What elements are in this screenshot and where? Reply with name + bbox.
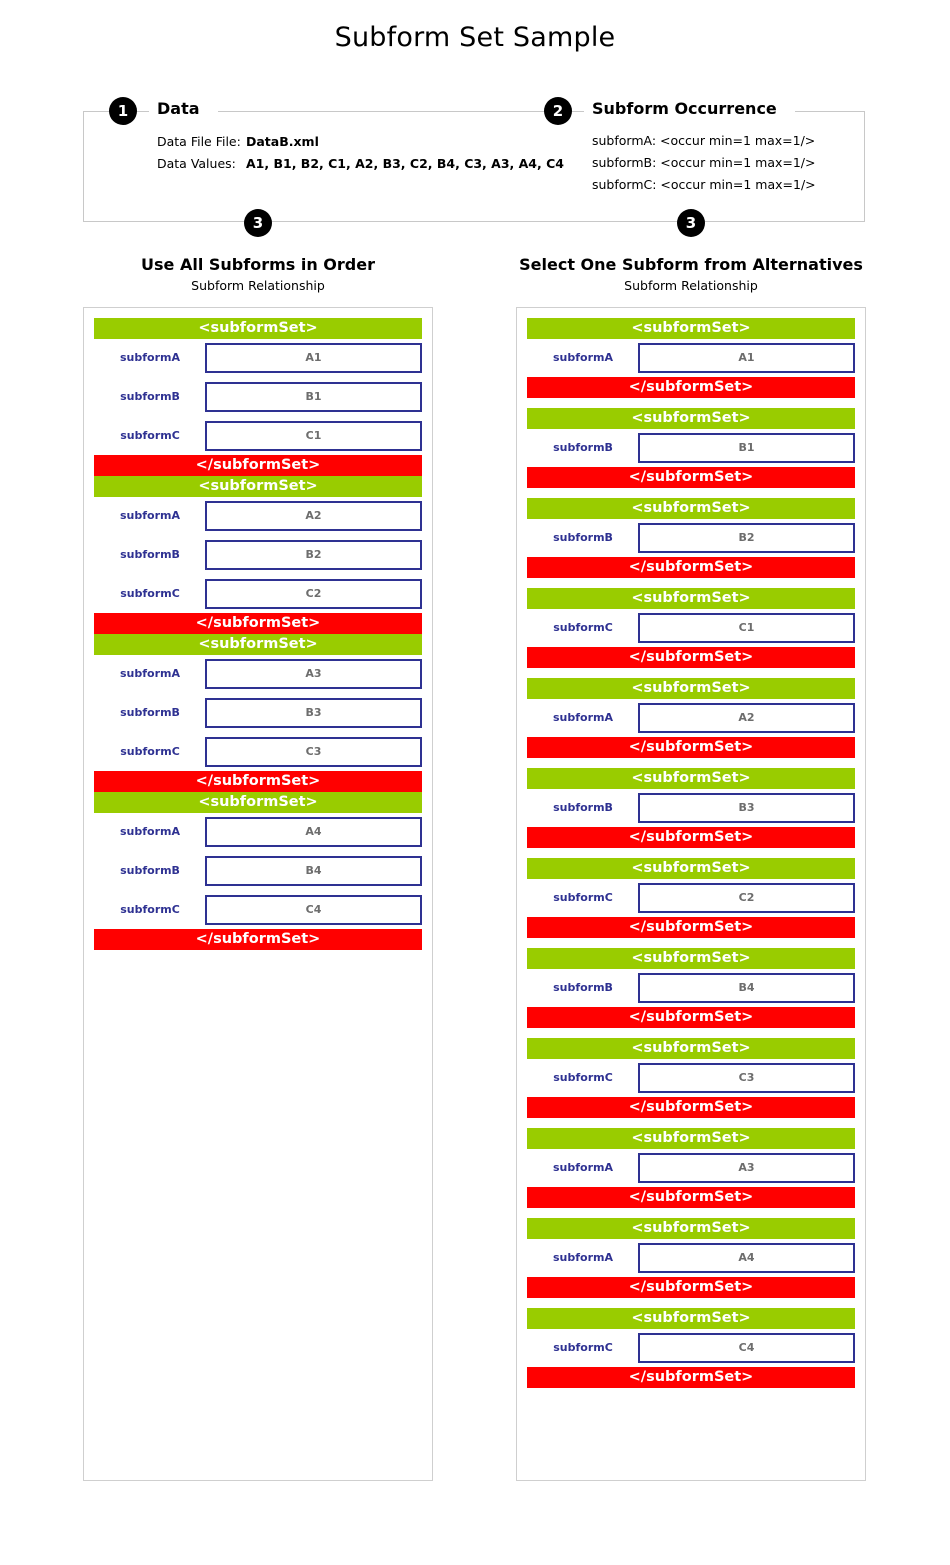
subformset-close-tag: </subformSet> [527,917,855,938]
subform-set-group [527,1308,855,1388]
subform-value-field: C3 [205,737,422,767]
subformset-close-tag: </subformSet> [527,1187,855,1208]
subformset-close-tag: </subformSet> [94,455,422,476]
right-column-title: Select One Subform from Alternatives [519,255,863,274]
subform-set-group [527,768,855,848]
subform-value-field: C1 [638,613,855,643]
step-badge-data: 1 [109,97,137,125]
subform-name-label: subformC [553,1071,613,1084]
subform-row [527,703,855,737]
subformset-open-tag: <subformSet> [527,1128,855,1149]
occurrence-heading: Subform Occurrence [584,99,795,119]
subform-value-field: C4 [638,1333,855,1363]
data-values-line [157,156,564,172]
subform-name-label: subformB [553,441,613,454]
subform-value-field: A1 [638,343,855,373]
subform-value-field: A4 [205,817,422,847]
subform-row [527,1333,855,1367]
subform-set-group [527,408,855,488]
subform-value-field: C2 [638,883,855,913]
data-file-line [157,134,319,150]
occurrence-line-b: subformB: <occur min=1 max=1/> [592,155,816,170]
subform-row [94,579,422,613]
subform-row [94,895,422,929]
subform-row [94,540,422,579]
step-badge-right: 3 [677,209,705,237]
subform-set-group [527,948,855,1028]
subform-value-field: A3 [205,659,422,689]
left-column-subtitle: Subform Relationship [191,278,325,293]
subformset-open-tag: <subformSet> [527,1218,855,1239]
subform-name-label: subformA [553,1251,613,1264]
subform-set-group [527,858,855,938]
subformset-open-tag: <subformSet> [94,634,422,655]
subformset-close-tag: </subformSet> [527,377,855,398]
subform-value-field: B2 [638,523,855,553]
subform-value-field: B2 [205,540,422,570]
data-heading: Data [149,99,218,119]
subform-row [94,698,422,737]
subform-name-label: subformB [120,706,180,719]
subform-value-field: C2 [205,579,422,609]
data-file-label: Data File File: [157,134,241,149]
subformset-open-tag: <subformSet> [94,792,422,813]
occurrence-line-a: subformA: <occur min=1 max=1/> [592,133,816,148]
subform-value-field: B1 [205,382,422,412]
subform-value-field: A4 [638,1243,855,1273]
subform-value-field: A2 [638,703,855,733]
subform-set-group [94,634,422,792]
data-values-value: A1, B1, B2, C1, A2, B3, C2, B4, C3, A3, A4, C4 [246,156,564,171]
right-panel [516,307,866,1481]
subform-row [94,659,422,698]
subform-name-label: subformB [553,531,613,544]
subformset-close-tag: </subformSet> [94,929,422,950]
subformset-open-tag: <subformSet> [527,498,855,519]
subform-name-label: subformA [553,351,613,364]
subformset-open-tag: <subformSet> [527,678,855,699]
subformset-open-tag: <subformSet> [94,476,422,497]
subform-name-label: subformA [553,1161,613,1174]
subform-set-group [527,678,855,758]
subformset-open-tag: <subformSet> [527,858,855,879]
subform-row [527,613,855,647]
step-badge-left: 3 [244,209,272,237]
subform-set-group [527,1128,855,1208]
subform-value-field: B4 [638,973,855,1003]
subform-row [527,523,855,557]
subformset-close-tag: </subformSet> [527,827,855,848]
subformset-close-tag: </subformSet> [527,737,855,758]
subform-name-label: subformC [553,621,613,634]
subform-row [94,817,422,856]
subformset-open-tag: <subformSet> [527,408,855,429]
subform-set-group [527,318,855,398]
subform-name-label: subformA [120,509,180,522]
left-panel [83,307,433,1481]
data-file-value: DataB.xml [246,134,319,149]
subform-value-field: C3 [638,1063,855,1093]
occurrence-line-c: subformC: <occur min=1 max=1/> [592,177,816,192]
subform-name-label: subformC [120,429,180,442]
subform-name-label: subformA [120,351,180,364]
subform-row [94,737,422,771]
page-title: Subform Set Sample [334,22,616,53]
subformset-close-tag: </subformSet> [94,771,422,792]
subform-name-label: subformA [120,667,180,680]
subform-name-label: subformA [553,711,613,724]
subformset-open-tag: <subformSet> [527,1038,855,1059]
subform-row [527,343,855,377]
subform-name-label: subformA [120,825,180,838]
subform-set-group [527,1218,855,1298]
subform-row [94,501,422,540]
subform-name-label: subformC [120,745,180,758]
subform-value-field: B3 [205,698,422,728]
subform-row [94,382,422,421]
subformset-open-tag: <subformSet> [527,768,855,789]
subform-value-field: A2 [205,501,422,531]
subform-name-label: subformB [120,390,180,403]
subform-set-group [527,498,855,578]
subformset-open-tag: <subformSet> [94,318,422,339]
subform-set-group [94,318,422,476]
left-column-title: Use All Subforms in Order [141,255,375,274]
subform-name-label: subformB [120,548,180,561]
subform-value-field: B1 [638,433,855,463]
subform-row [94,856,422,895]
subform-name-label: subformC [553,891,613,904]
data-values-label: Data Values: [157,156,236,171]
subformset-open-tag: <subformSet> [527,1308,855,1329]
subform-set-group [527,588,855,668]
subform-row [527,883,855,917]
step-badge-occurrence: 2 [544,97,572,125]
subform-name-label: subformC [120,587,180,600]
subform-row [94,343,422,382]
subform-value-field: B3 [638,793,855,823]
subformset-close-tag: </subformSet> [527,647,855,668]
subformset-close-tag: </subformSet> [527,557,855,578]
subform-name-label: subformB [120,864,180,877]
subformset-close-tag: </subformSet> [527,1007,855,1028]
subformset-close-tag: </subformSet> [527,1097,855,1118]
subform-name-label: subformB [553,981,613,994]
subform-row [94,421,422,455]
subform-set-group [94,476,422,634]
subform-name-label: subformB [553,801,613,814]
subform-row [527,1243,855,1277]
subform-value-field: B4 [205,856,422,886]
subform-value-field: C1 [205,421,422,451]
subformset-close-tag: </subformSet> [527,467,855,488]
subformset-open-tag: <subformSet> [527,948,855,969]
subform-set-group [527,1038,855,1118]
left-subform-list [94,318,422,950]
subform-value-field: A1 [205,343,422,373]
subform-row [527,793,855,827]
subform-value-field: C4 [205,895,422,925]
subform-name-label: subformC [120,903,180,916]
subform-row [527,433,855,467]
subformset-close-tag: </subformSet> [527,1367,855,1388]
subform-row [527,1153,855,1187]
right-subform-list [527,318,855,1398]
subform-row [527,1063,855,1097]
subformset-open-tag: <subformSet> [527,318,855,339]
subformset-close-tag: </subformSet> [94,613,422,634]
right-column-subtitle: Subform Relationship [624,278,758,293]
subform-set-group [94,792,422,950]
subform-row [527,973,855,1007]
subformset-close-tag: </subformSet> [527,1277,855,1298]
subform-name-label: subformC [553,1341,613,1354]
subform-value-field: A3 [638,1153,855,1183]
subformset-open-tag: <subformSet> [527,588,855,609]
